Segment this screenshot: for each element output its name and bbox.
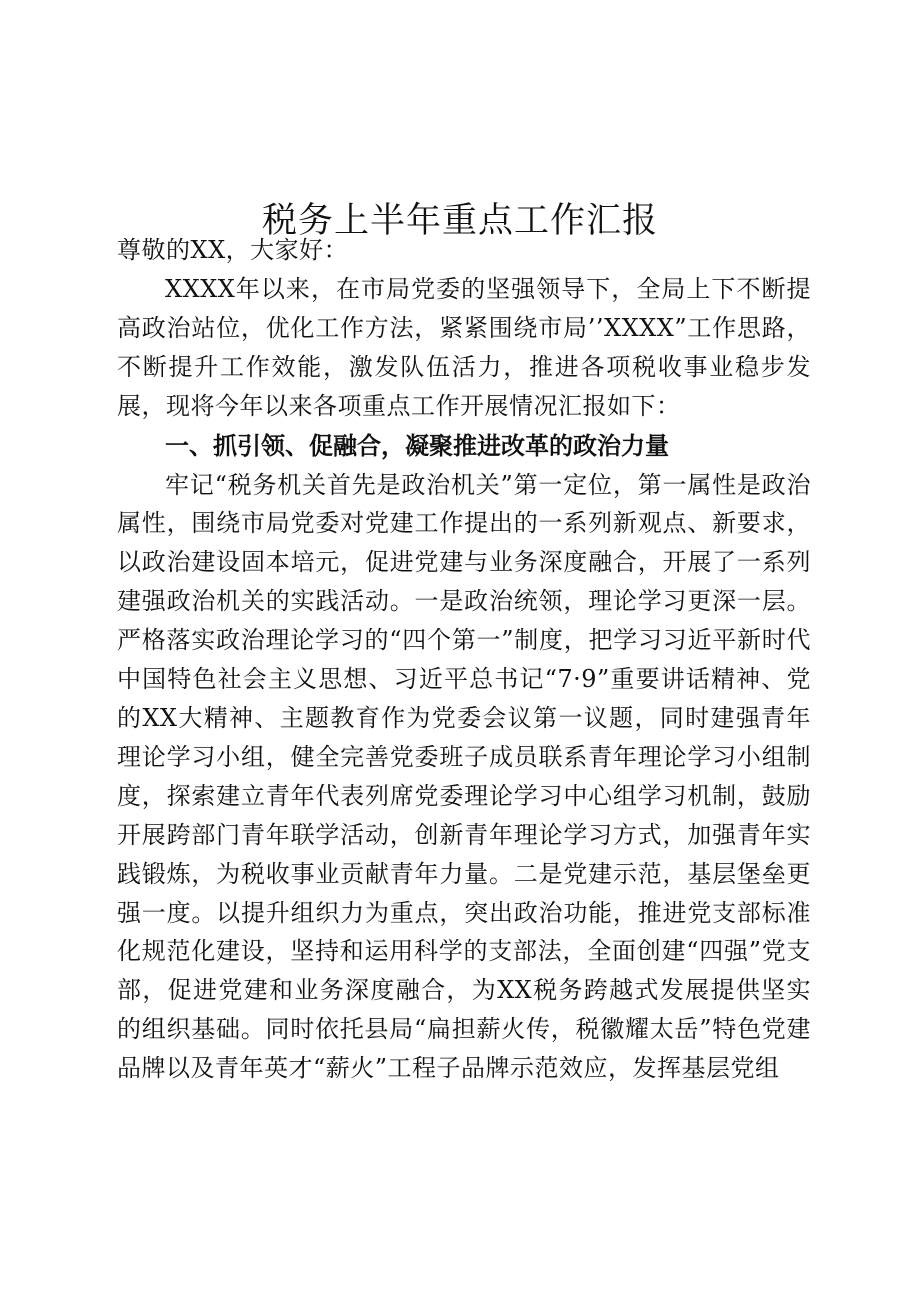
section-heading: 一、抓引领、促融合，凝聚推进改革的政治力量 xyxy=(165,431,669,460)
greeting-paragraph: 尊敬的XX，大家好： xyxy=(117,236,349,264)
section-body-paragraph: 牢记“税务机关首先是政治机关”第一定位，第一属性是政治属性，围绕市局党委对党建工作提出的一系列新观点、新要求，以政治建设固本培元，促进党建与业务深度融合，开展了一系列建强政治机关的实践活动。一是政治统领，理论学习更深一层。严格落实政治理论学习的“四个第一”制度，把学习习近平新时代中国特色社会主义思想、习近平总书记“7·9”重要讲话精神、党的XX大精神、主题教育作为党委会议第一议题，同时建强青年理论学习小组，健全完善党委班子成员联系青年理论学习小组制度，探索建立青年代表列席党委理论学习中心组学习机制，鼓励开展跨部门青年联学活动，创新青年理论学习方式，加强青年实践锻炼，为税收事业贡献青年力量。二是党建示范，基层堡垒更强一度。以提升组织力为重点，突出政治功能，推进党支部标准化规范化建设，坚持和运用科学的支部法，全面创建“四强”党支部，促进党建和业务深度融合，为XX税务跨越式发展提供坚实的组织基础。同时依托县局“扁担薪火传，税徽耀太岳”特色党建品牌以及青年英才“薪火”工程子品牌示范效应，发挥基层党组 xyxy=(117,470,811,1083)
intro-paragraph: XXXX年以来，在市局党委的坚强领导下，全局上下不断提高政治站位，优化工作方法，紧紧围绕市局’’XXXX”工作思路，不断提升工作效能，激发队伍活力，推进各项税收事业稳步发展，现将今年以来各项重点工作开展情况汇报如下： xyxy=(117,274,811,420)
document-title: 税务上半年重点工作汇报 xyxy=(261,201,658,242)
document-body xyxy=(117,231,811,1088)
